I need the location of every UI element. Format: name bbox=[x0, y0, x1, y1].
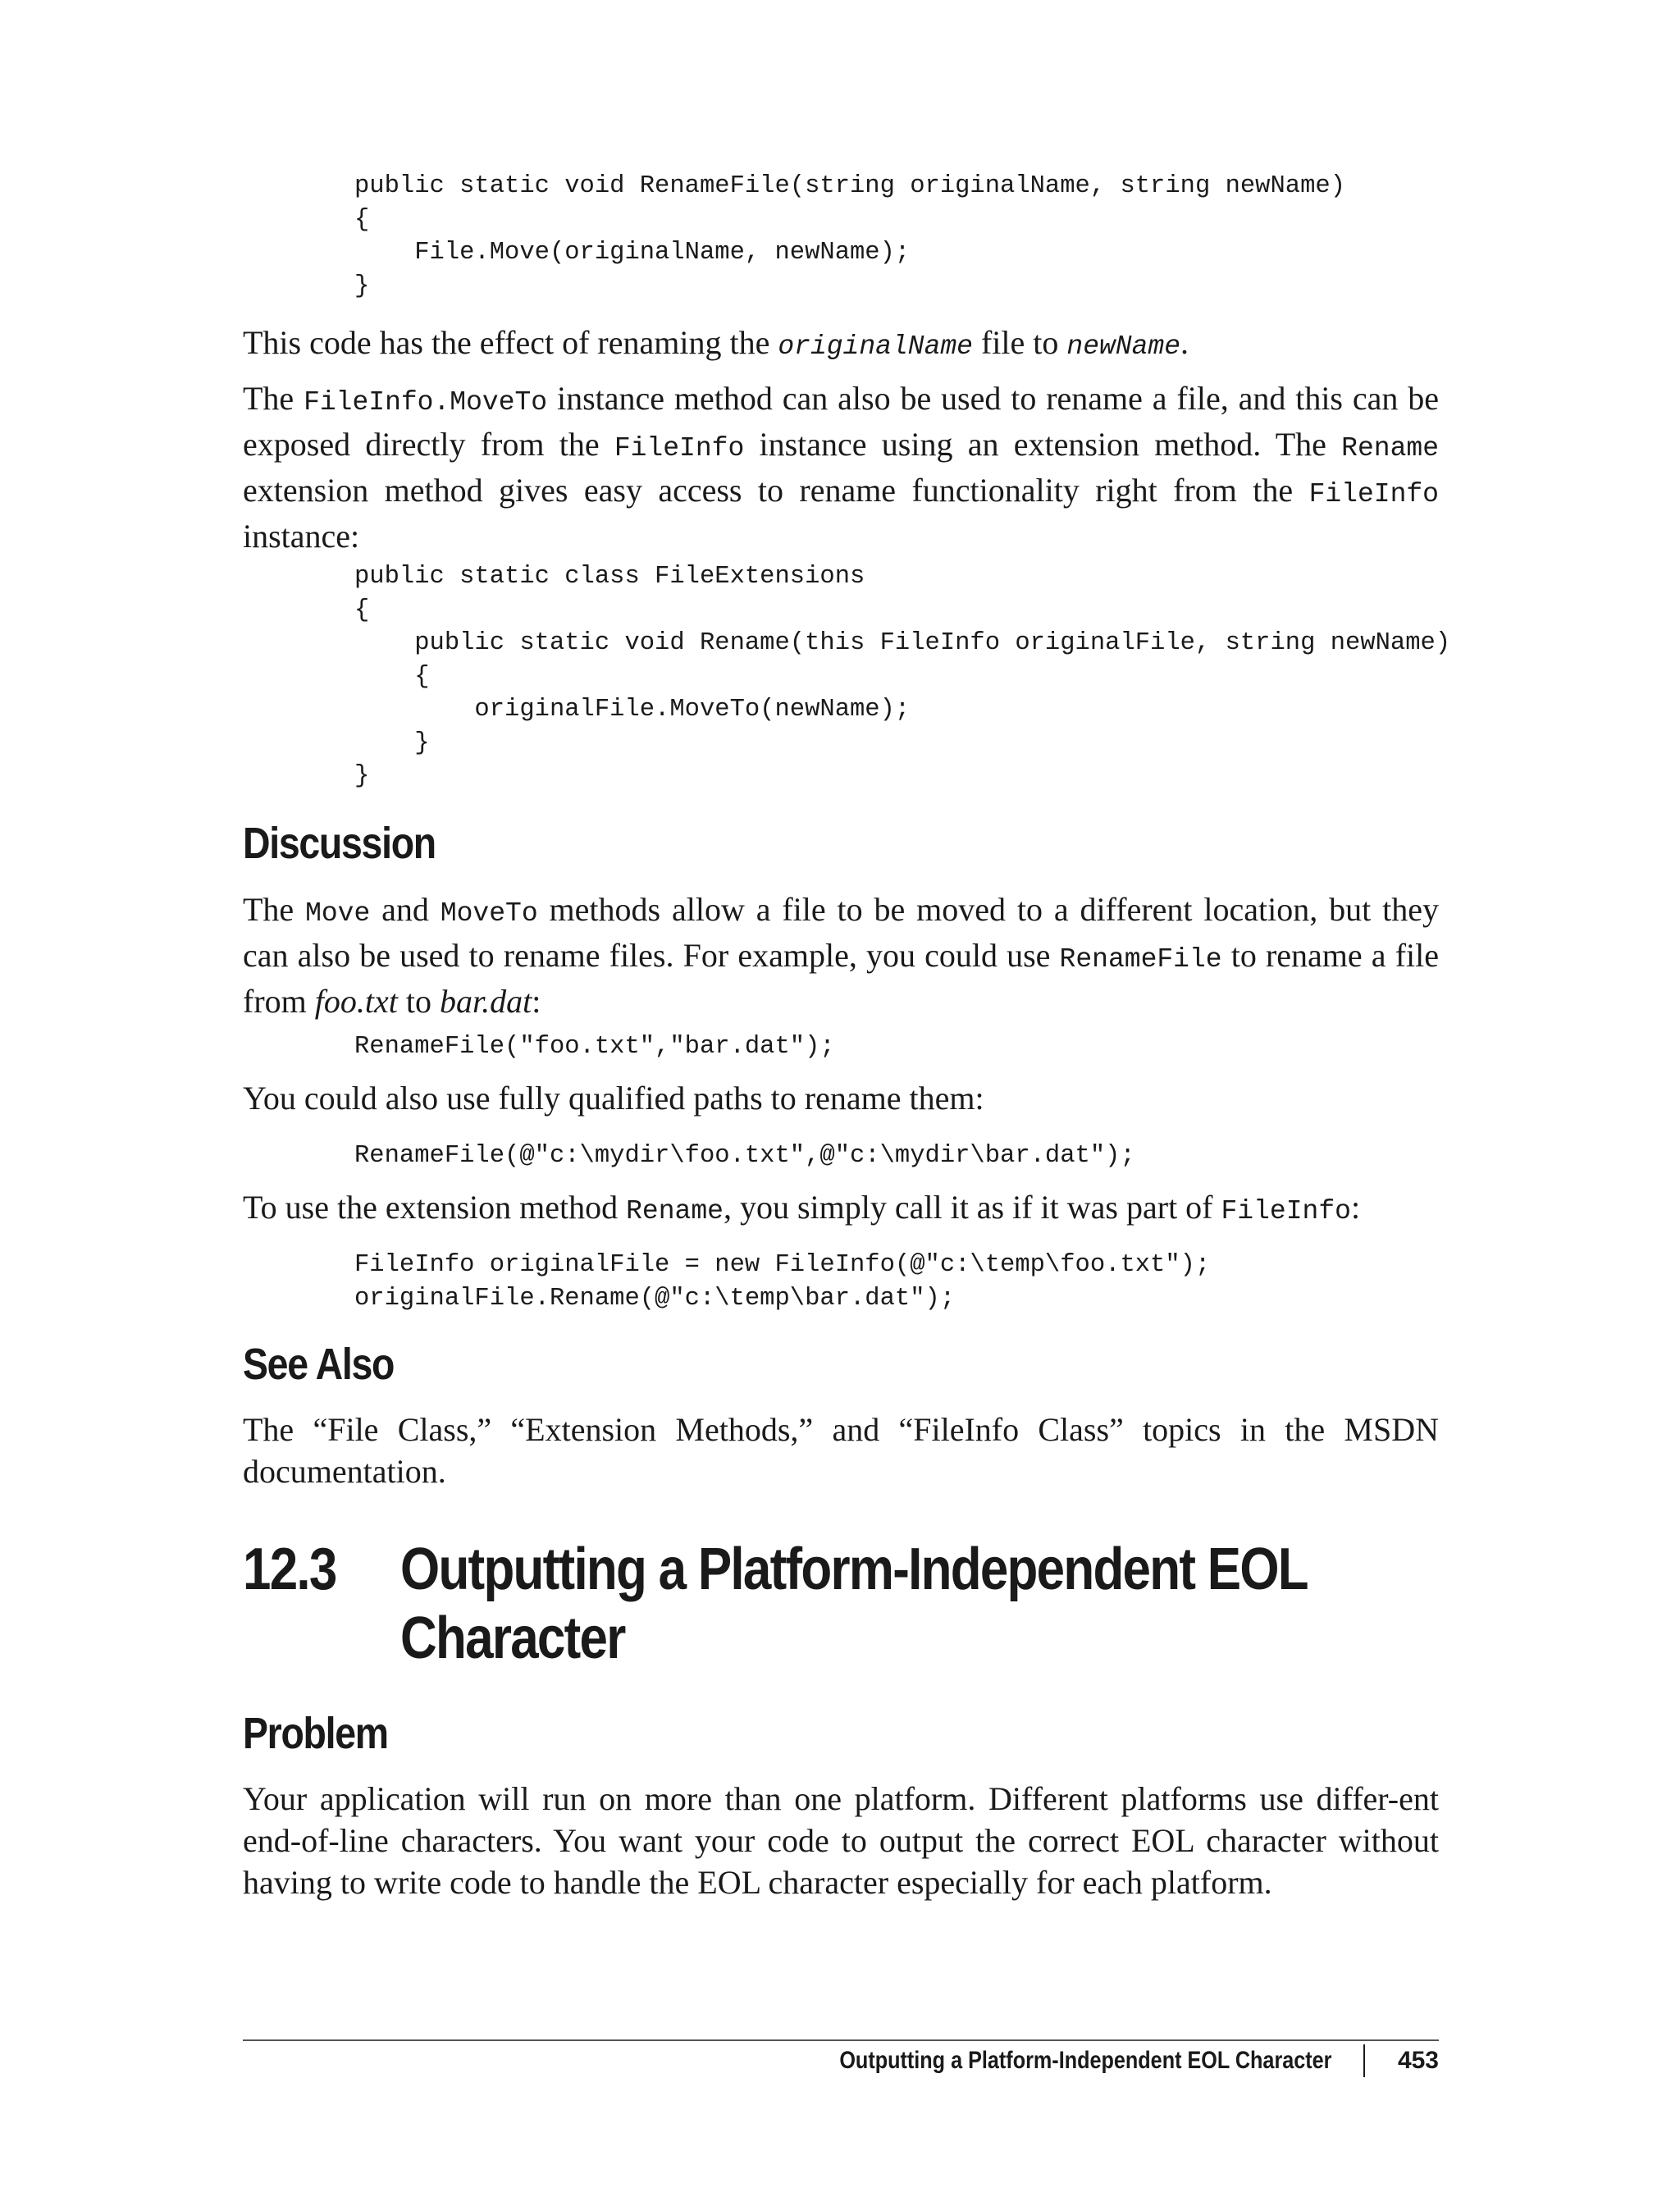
italic-filename: foo.txt bbox=[314, 983, 398, 1020]
heading-problem: Problem bbox=[243, 1709, 388, 1758]
inline-code: Rename bbox=[626, 1196, 724, 1226]
text-run: : bbox=[1350, 1189, 1361, 1226]
text-run: extension method gives easy access to rename functionality right from the bbox=[243, 472, 1309, 509]
code-extension-usage: FileInfo originalFile = new FileInfo(@"c:\temp\foo.txt"); originalFile.Rename(@"c:\temp\bar.dat"); bbox=[354, 1251, 1211, 1313]
footer-divider bbox=[243, 2039, 1439, 2041]
section-number: 12.3 bbox=[243, 1537, 336, 1602]
italic-filename: bar.dat bbox=[439, 983, 532, 1020]
inline-code: RenameFile bbox=[1059, 944, 1222, 975]
section-heading bbox=[243, 1535, 1439, 1674]
running-footer bbox=[746, 2044, 1439, 2077]
paragraph-qualified-paths: You could also use fully qualified paths to rename them: bbox=[243, 1080, 984, 1117]
text-run: methods allow a file to be moved to a different location, but they can also be used to rename files. For example, you could use bbox=[243, 891, 1440, 974]
code-block-file-extensions: public static class FileExtensions { public static void Rename(this FileInfo originalFile, string newName) { originalFile.MoveTo(newName); } } bbox=[354, 563, 1451, 790]
text-run: . bbox=[1180, 324, 1189, 361]
inline-code: FileInfo bbox=[1308, 479, 1439, 509]
inline-code: FileInfo bbox=[1221, 1196, 1351, 1226]
text-run: to rename a file from bbox=[243, 937, 1439, 1020]
inline-code: originalName bbox=[778, 331, 973, 362]
text-run: to bbox=[397, 983, 440, 1020]
code-rename-example: RenameFile("foo.txt","bar.dat"); bbox=[354, 1033, 835, 1061]
text-run: This code has the effect of renaming the bbox=[243, 324, 778, 361]
heading-discussion: Discussion bbox=[243, 819, 436, 868]
inline-code: Move bbox=[305, 898, 371, 929]
inline-code: MoveTo bbox=[440, 898, 538, 929]
inline-code: FileInfo bbox=[614, 433, 745, 464]
text-run: file to bbox=[972, 324, 1067, 361]
page-number: 453 bbox=[1397, 2047, 1439, 2074]
paragraph-extension-call bbox=[243, 1186, 1439, 1232]
paragraph-problem: Your application will run on more than one platform. Different platforms use differ-ent end-of-line characters. You want your code to output the correct EOL character without having to write code to handle the EOL character especially for each platform. bbox=[243, 1780, 1439, 1901]
inline-code: FileInfo.MoveTo bbox=[304, 387, 548, 418]
inline-code: Rename bbox=[1341, 433, 1439, 464]
heading-see-also: See Also bbox=[243, 1340, 395, 1389]
paragraph-move-methods bbox=[243, 888, 1439, 1022]
text-run: The bbox=[243, 891, 306, 928]
text-run: To use the extension method bbox=[243, 1189, 627, 1226]
paragraph-see-also: The “File Class,” “Extension Methods,” and “FileInfo Class” topics in the MSDN documentation. bbox=[243, 1411, 1439, 1490]
text-run: instance using an extension method. The bbox=[744, 426, 1342, 463]
text-run: and bbox=[370, 891, 441, 928]
text-run: instance method can also be used to rename a file, and this can be exposed directly from the bbox=[243, 380, 1439, 463]
footer-chapter-title: Outputting a Platform-Independent EOL Character bbox=[839, 2047, 1332, 2074]
text-run: The bbox=[243, 380, 304, 417]
paragraph-rename-effect bbox=[243, 322, 1439, 368]
text-run: instance: bbox=[243, 518, 360, 555]
text-run: , you simply call it as if it was part of bbox=[723, 1189, 1221, 1226]
code-rename-paths: RenameFile(@"c:\mydir\foo.txt",@"c:\mydir\bar.dat"); bbox=[354, 1142, 1135, 1170]
code-block-rename-file: public static void RenameFile(string originalName, string newName) { File.Move(originalName, newName); } bbox=[354, 172, 1345, 300]
section-title: Outputting a Platform-Independent EOL Character bbox=[400, 1537, 1307, 1671]
inline-code: newName bbox=[1066, 331, 1181, 362]
footer-separator bbox=[1363, 2044, 1365, 2077]
paragraph-fileinfo-moveto bbox=[243, 377, 1439, 557]
text-run: : bbox=[532, 983, 541, 1020]
